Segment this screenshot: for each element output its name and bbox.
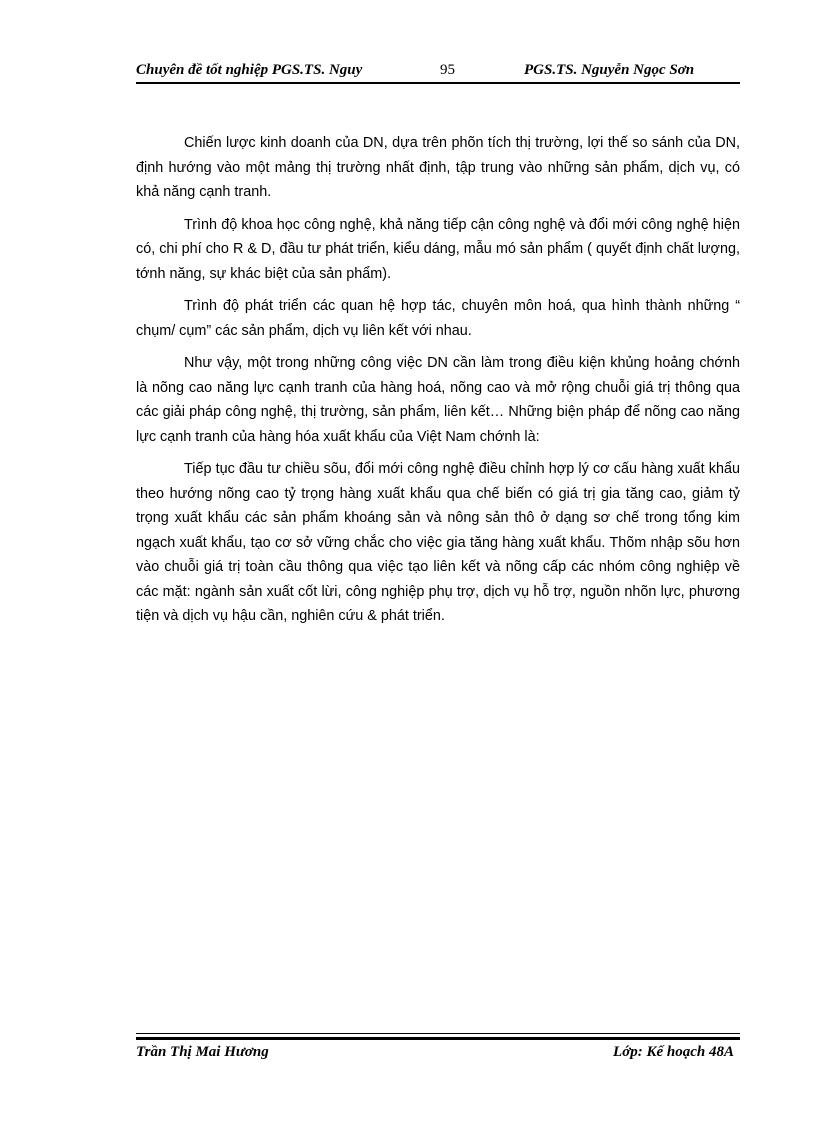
paragraph: Chiến lược kinh doanh của DN, dựa trên phõn tích thị trường, lợi thế so sánh của DN, định hướng vào một mảng thị trường nhất định, tập trung vào những sản phẩm, dịch vụ, có khả năng cạnh tranh.: [136, 135, 740, 200]
paragraph: Trình độ phát triển các quan hệ hợp tác, chuyên môn hoá, qua hình thành những “ chụm/ cụm” các sản phẩm, dịch vụ liên kết với nhau.: [136, 298, 740, 339]
footer-class: Lớp: Kế hoạch 48A: [613, 1044, 734, 1060]
header-page-number: 95: [440, 62, 455, 78]
header-supervisor: PGS.TS. Nguyễn Ngọc Sơn: [524, 62, 695, 78]
header-divider: [136, 82, 740, 84]
page-header: [136, 62, 740, 82]
footer-divider-thick: [136, 1037, 740, 1040]
document-body: [136, 131, 740, 637]
paragraph: Như vậy, một trong những công việc DN cần làm trong điều kiện khủng hoảng chớnh là nõng cao năng lực cạnh tranh của hàng hoá, nõng cao và mở rộng chuỗi giá trị thông qua các giải pháp công nghệ, thị trường, sản phẩm, liên kết… Những biện pháp để nõng cao năng lực cạnh tranh của hàng hóa xuất khẩu của Việt Nam chớnh là:: [136, 355, 740, 445]
footer-author: Trần Thị Mai Hương: [136, 1044, 269, 1060]
page-footer: [136, 1044, 740, 1064]
paragraph: Tiếp tục đầu tư chiều sõu, đổi mới công nghệ điều chỉnh hợp lý cơ cấu hàng xuất khẩu theo hướng nõng cao tỷ trọng hàng xuất khẩu qua chế biến có giá trị gia tăng cao, giảm tỷ trọng xuất khẩu các sản phẩm khoáng sản và nông sản thô ở dạng sơ chế trong tổng kim ngạch xuất khẩu, tạo cơ sở vững chắc cho việc gia tăng hàng xuất khẩu. Thõm nhập sõu hơn vào chuỗi giá trị toàn cầu thông qua việc tạo liên kết và nõng cấp các nhóm công nghiệp về các mặt: ngành sản xuất cốt lừi, công nghiệp phụ trợ, dịch vụ hỗ trợ, nguồn nhõn lực, phương tiện và dịch vụ hậu cần, nghiên cứu & phát triển.: [136, 461, 740, 624]
paragraph: Trình độ khoa học công nghệ, khả năng tiếp cận công nghệ và đổi mới công nghệ hiện có, chi phí cho R & D, đầu tư phát triển, kiểu dáng, mẫu mó sản phẩm ( quyết định chất lượng, tớnh năng, sự khác biệt của sản phẩm).: [136, 216, 740, 282]
footer-divider-thin: [136, 1033, 740, 1034]
header-thesis-title: Chuyên đề tốt nghiệp PGS.TS. Nguy: [136, 62, 363, 78]
